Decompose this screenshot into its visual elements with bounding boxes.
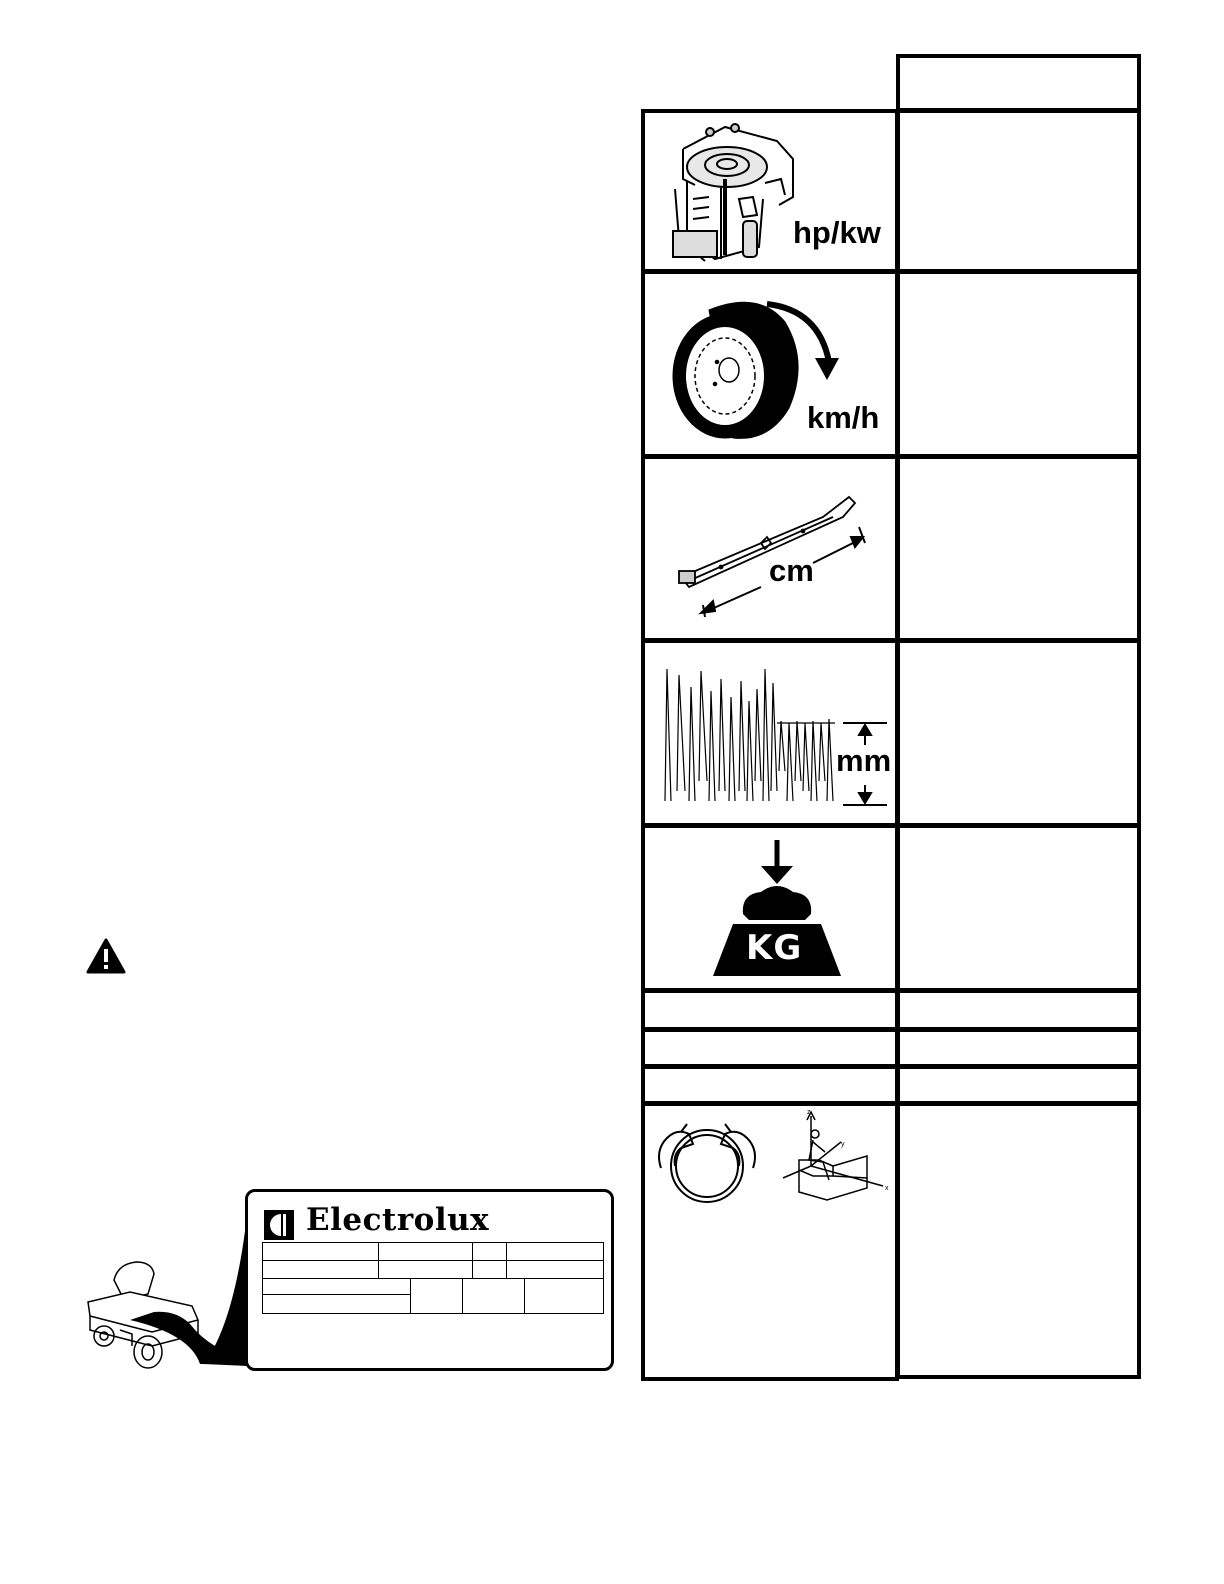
cutting-width-unit-label: cm <box>769 553 814 588</box>
weight-icon-cell <box>641 824 899 992</box>
seat-vibration-icon <box>779 1106 899 1204</box>
power-unit-label: hp/kw <box>793 215 881 250</box>
weight-value-cell <box>896 824 1141 992</box>
rating-field-7 <box>472 1260 508 1279</box>
spec-row-8-right <box>896 1065 1141 1105</box>
rating-field-10 <box>262 1294 412 1314</box>
rating-field-2 <box>378 1242 474 1261</box>
cutting-width-value-cell <box>896 455 1141 642</box>
axis-y-label: y <box>841 1141 845 1148</box>
rating-label-plate <box>245 1189 614 1371</box>
rating-field-11 <box>410 1278 464 1314</box>
rating-field-3 <box>472 1242 508 1261</box>
axis-z-label: z <box>807 1109 811 1116</box>
axis-x-label: x <box>885 1185 889 1192</box>
brand-name: Electrolux <box>306 1202 490 1238</box>
spec-row-7-right <box>896 1028 1141 1068</box>
spec-row-7-left <box>641 1028 899 1068</box>
rating-field-5 <box>262 1260 380 1279</box>
vibration-value-cell <box>896 1102 1141 1379</box>
spec-row-8-left <box>641 1065 899 1105</box>
cutting-width-icon-cell <box>641 455 899 642</box>
grass-icon <box>659 661 895 811</box>
speed-icon-cell <box>641 270 899 458</box>
vibration-icon-cell <box>641 1102 899 1381</box>
cutting-height-icon-cell <box>641 639 899 827</box>
speed-value-cell <box>896 270 1141 458</box>
cutting-height-value-cell <box>896 639 1141 827</box>
rating-field-8 <box>506 1260 604 1279</box>
rating-field-13 <box>524 1278 604 1314</box>
rating-field-12 <box>462 1278 526 1314</box>
cutting-height-unit-label: mm <box>836 743 892 778</box>
electrolux-logo-icon <box>264 1210 294 1240</box>
engine-power-value-cell <box>896 109 1141 273</box>
weight-unit-label: KG <box>746 928 803 968</box>
speed-unit-label: km/h <box>807 400 880 435</box>
blade-icon <box>673 487 873 617</box>
spec-header-cell <box>896 54 1141 112</box>
rating-field-1 <box>262 1242 380 1261</box>
rating-field-6 <box>378 1260 474 1279</box>
spec-row-6-left <box>641 989 899 1031</box>
warning-icon <box>86 938 126 974</box>
spec-row-6-right <box>896 989 1141 1031</box>
steering-wheel-hands-icon <box>653 1118 759 1208</box>
engine-power-icon-cell <box>641 109 899 273</box>
rating-field-4 <box>506 1242 604 1261</box>
engine-icon <box>665 119 805 271</box>
